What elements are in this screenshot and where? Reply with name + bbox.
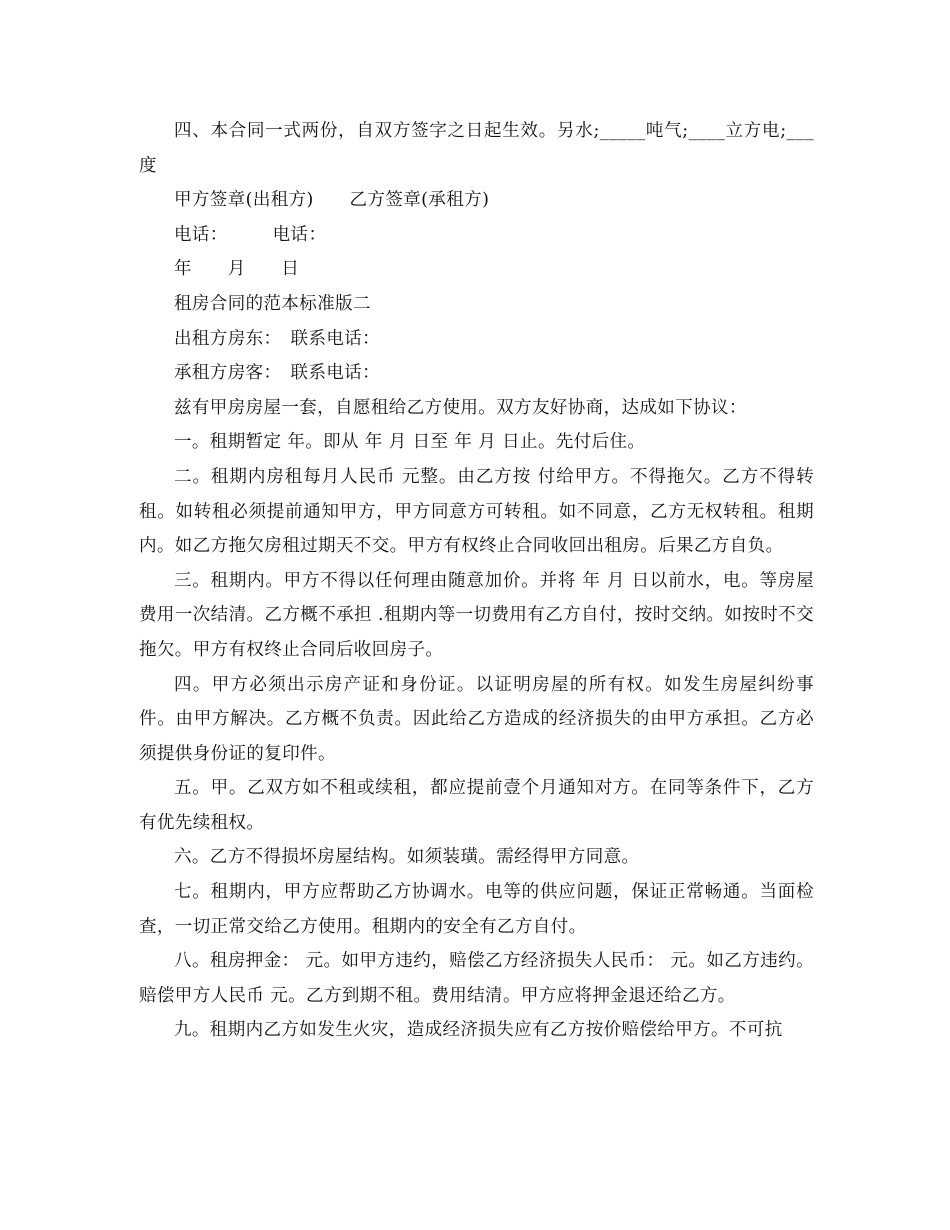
paragraph-clause-4: 四。甲方必须出示房产证和身份证。以证明房屋的所有权。如发生房屋纠纷事件。由甲方解决。乙方概不负责。因此给乙方造成的经济损失的由甲方承担。乙方必须提供身份证的复印件。 [139, 674, 814, 764]
paragraph-section-title: 租房合同的范本标准版二 [174, 293, 371, 314]
paragraph-clause-7: 七。租期内，甲方应帮助乙方协调水。电等的供应问题，保证正常畅通。当面检查，一切正常交给乙方使用。租期内的安全有乙方自付。 [139, 882, 814, 937]
paragraph-phones: 电话： 电话： [174, 224, 327, 245]
paragraph-clause-6: 六。乙方不得损坏房屋结构。如须装璜。需经得甲方同意。 [174, 847, 640, 868]
paragraph-clause-9: 九。租期内乙方如发生火灾，造成经济损失应有乙方按价赔偿给甲方。不可抗 [174, 1020, 783, 1041]
paragraph-tenant: 承租方房客： 联系电话： [174, 363, 381, 384]
paragraph-signatures: 甲方签章(出租方) 乙方签章(承租方) [174, 190, 490, 211]
paragraph-intro: 兹有甲房房屋一套，自愿租给乙方使用。双方友好协商，达成如下协议： [174, 397, 747, 418]
paragraph-contract-effective: 四、本合同一式两份，自双方签字之日起生效。另水;_____吨气;____立方电;___度 [139, 121, 814, 176]
paragraph-clause-5: 五。甲。乙双方如不租或续租，都应提前壹个月通知对方。在同等条件下，乙方有优先续租权。 [139, 778, 814, 833]
paragraph-clause-1: 一。租期暂定 年。即从 年 月 日至 年 月 日止。先付后住。 [174, 432, 646, 453]
paragraph-clause-2: 二。租期内房租每月人民币 元整。由乙方按 付给甲方。不得拖欠。乙方不得转租。如转租必须提前通知甲方，甲方同意方可转租。如不同意，乙方无权转租。租期内。如乙方拖欠房租过期天不交。甲方有权终止合同收回出租房。后果乙方自负。 [139, 466, 814, 557]
paragraph-landlord: 出租方房东： 联系电话： [174, 328, 381, 349]
paragraph-date: 年 月 日 [174, 259, 300, 280]
paragraph-clause-8: 八。租房押金： 元。如甲方违约，赔偿乙方经济损失人民币： 元。如乙方违约。赔偿甲方人民币 元。乙方到期不租。费用结清。甲方应将押金退还给乙方。 [139, 951, 814, 1006]
paragraph-clause-3: 三。租期内。甲方不得以任何理由随意加价。并将 年 月 日以前水，电。等房屋费用一次结清。乙方概不承担 .租期内等一切费用有乙方自付，按时交纳。如按时不交拖欠。甲方有权终止合同后收回房子。 [139, 570, 814, 660]
document-body [139, 114, 814, 1048]
